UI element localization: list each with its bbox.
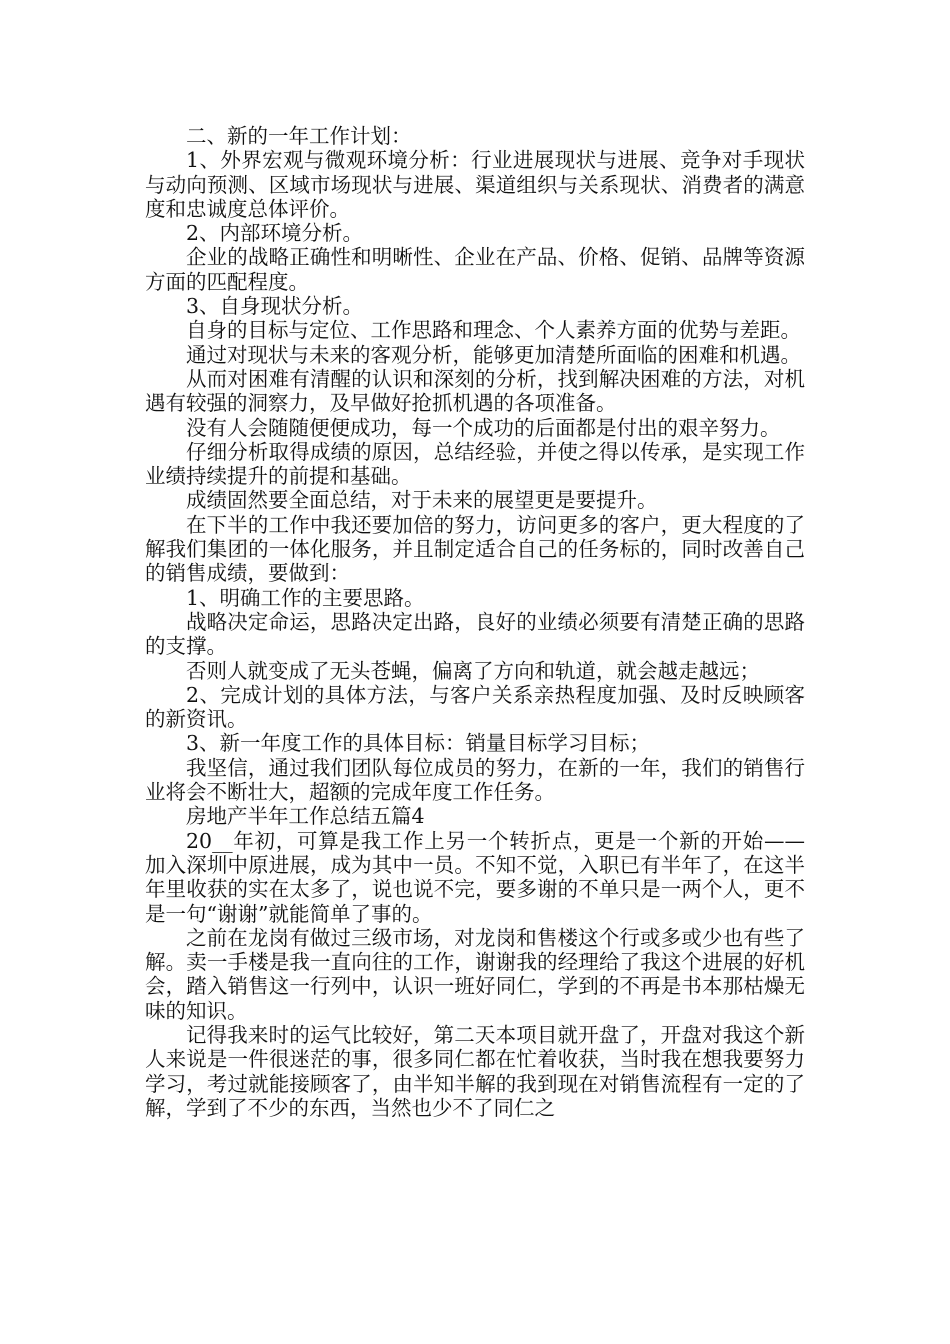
paragraph-objective-analysis: 通过对现状与未来的客观分析，能够更加清楚所面临的困难和机遇。: [186, 342, 801, 367]
paragraph-solutions: 从而对困难有清醒的认识和深刻的分析，找到解决困难的方法，对机遇有较强的洞察力，及早做好抢抓机遇的各项准备。: [145, 366, 805, 416]
paragraph-longgang: 之前在龙岗有做过三级市场，对龙岗和售楼这个行或多或少也有些了解。卖一手楼是我一直向往的工作，谢谢我的经理给了我这个进展的好机会，踏入销售这一行列中，认识一班好同仁，学到的不再是书本那枯燥无味的知识。: [145, 925, 805, 1023]
paragraph-experience: 仔细分析取得成绩的原因，总结经验，并使之得以传承，是实现工作业绩持续提升的前提和基础。: [145, 439, 805, 489]
paragraph-second-half: 在下半的工作中我还要加倍的努力，访问更多的客户，更大程度的了解我们集团的一体化服务，并且制定适合自己的任务标的，同时改善自己的销售成绩，要做到：: [145, 512, 805, 586]
paragraph-strategy: 企业的战略正确性和明晰性、企业在产品、价格、促销、品牌等资源方面的匹配程度。: [145, 245, 805, 294]
paragraph-summary: 成绩固然要全面总结，对于未来的展望更是要提升。: [186, 488, 658, 513]
document-body: [145, 124, 805, 1120]
paragraph-strategy-destiny: 战略决定命运，思路决定出路，良好的业绩必须要有清楚正确的思路的支撑。: [145, 609, 805, 659]
paragraph-main-ideas: 1、明确工作的主要思路。: [186, 585, 425, 610]
paragraph-belief: 我坚信，通过我们团队每位成员的努力，在新的一年，我们的销售行业将会不断壮大，超额的完成年度工作任务。: [145, 755, 805, 805]
paragraph-internal-environment: 2、内部环境分析。: [186, 221, 364, 246]
paragraph-otherwise: 否则人就变成了无头苍蝇，偏离了方向和轨道，就会越走越远；: [186, 658, 760, 683]
paragraph-targets: 3、新一年度工作的具体目标：销量目标学习目标；: [186, 731, 651, 756]
paragraph-self-analysis: 3、自身现状分析。: [186, 294, 364, 319]
paragraph-external-environment: 1、外界宏观与微观环境分析：行业进展现状与进展、竞争对手现状与动向预测、区域市场现状与进展、渠道组织与关系现状、消费者的满意度和忠诚度总体评价。: [145, 148, 805, 221]
paragraph-opening: 记得我来时的运气比较好，第二天本项目就开盘了，开盘对我这个新人来说是一件很迷茫的事，很多同仁都在忙着收获，当时我在想我要努力学习，考过就能接顾客了，由半知半解的我到现在对销售流程有一定的了解，学到了不少的东西，当然也少不了同仁之: [145, 1022, 805, 1120]
paragraph-methods: 2、完成计划的具体方法，与客户关系亲热程度加强、及时反映顾客的新资讯。: [145, 682, 805, 732]
paragraph-goals: 自身的目标与定位、工作思路和理念、个人素养方面的优势与差距。: [186, 318, 801, 343]
paragraph-year-start: 20__年初，可算是我工作上另一个转折点，更是一个新的开始——加入深圳中原进展，成为其中一员。不知不觉，入职已有半年了，在这半年里收获的实在太多了，说也说不完，要多谢的不单只是一两个人，更不是一句“谢谢”就能简单了事的。: [145, 828, 805, 926]
section-title: 房地产半年工作总结五篇4: [186, 804, 425, 829]
paragraph-success: 没有人会随随便便成功，每一个成功的后面都是付出的艰辛努力。: [186, 415, 781, 440]
heading-new-year-plan: 二、新的一年工作计划：: [186, 124, 412, 148]
